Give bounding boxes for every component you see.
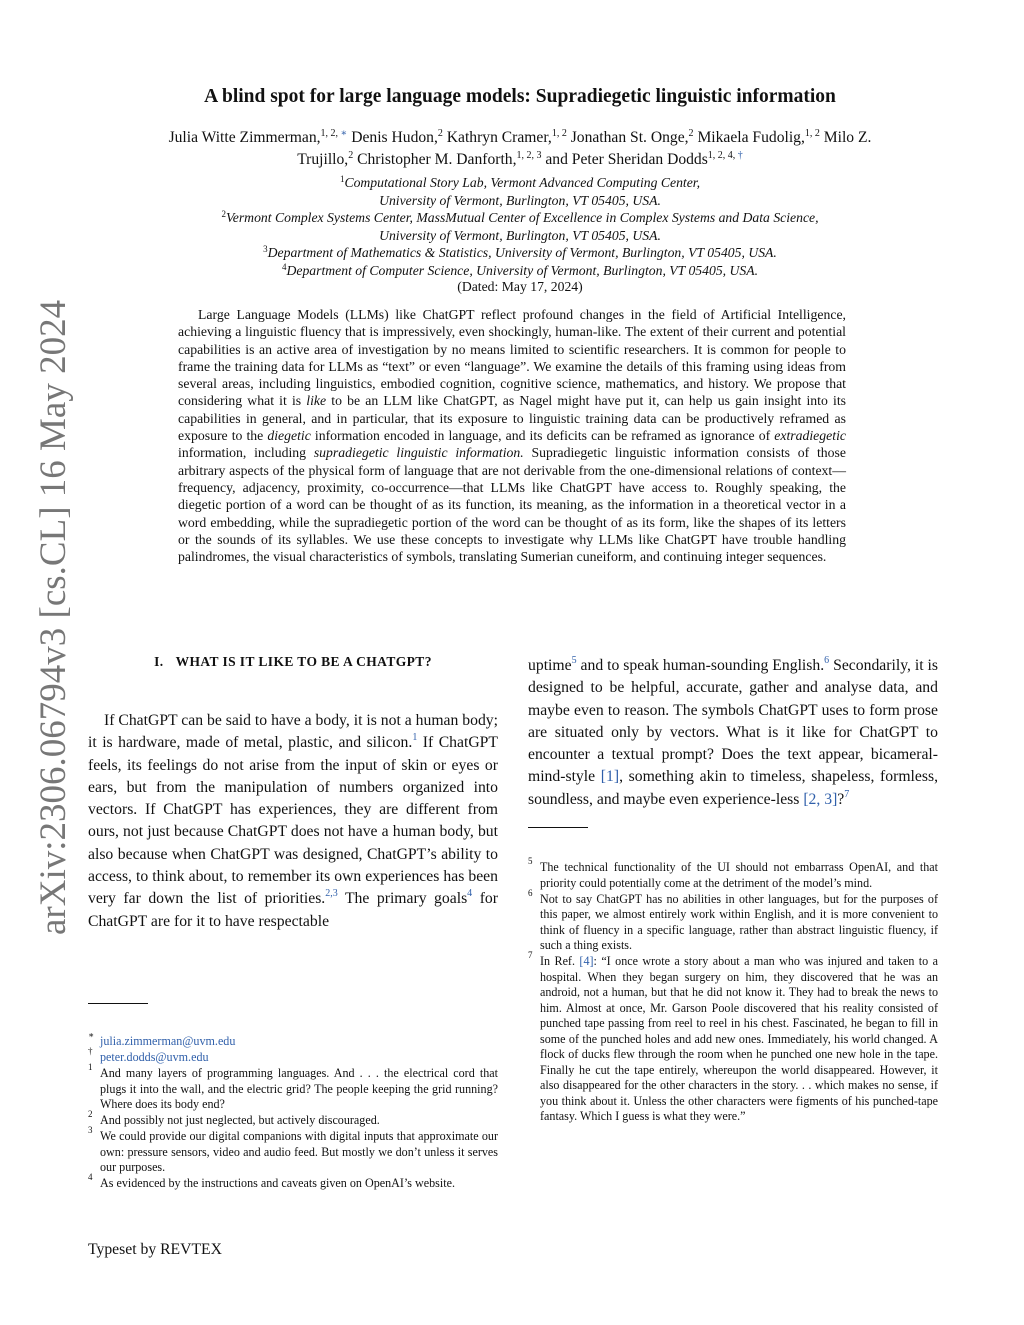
footnote: 3 We could provide our digital companions with digital inputs that approximate our own: pressure sensors, video and audio feed. But mostly we don’t unless it serves our purposes. xyxy=(88,1125,498,1174)
footnote-ref[interactable]: 2,3 xyxy=(325,888,338,900)
paper-title: A blind spot for large language models: Supradiegetic linguistic information xyxy=(204,86,836,107)
footnote-divider xyxy=(528,827,588,828)
body-text-right: uptime$^5$ and to speak human-sounding English.$^6$ Secondarily, it is designed to be helpful, accurate, gather and analyse data, and maybe even to reason. The symbols ChatGPT uses to form prose are situated only by vectors. What is it like for ChatGPT to encounter a textual prompt? Does the text appear, bicameral-mind-style [1], something akin to timeless, shapeless, formless, soundless, and maybe even experience-less [2, 3]?$^7$ xyxy=(528,655,939,808)
date-line: (Dated: May 17, 2024) xyxy=(457,279,583,294)
abstract: Large Language Models (LLMs) like ChatGPT reflect profound changes in the field of Artificial Intelligence, achieving a linguistic fluency that is impressively, even shockingly, human-like. The extent of their current and potential capabilities is an active area of investigation by no means limited to scientific researchers. It is common for people to frame the training data for LLMs as “text” or even “language”. We examine the details of this framing using ideas from several areas, including linguistics, embodied cognition, cognitive science, mathematics, and history. We propose that considering what it is like to be an LLM like ChatGPT, as Nagel might have put it, can help us gain insight into its capabilities in general, and in particular, that its exposure to linguistic training data can be productively reframed as exposure to the diegetic information encoded in language, and its deficits can be reframed as ignorance of extradiegetic information, including supradiegetic linguistic information. Supradiegetic linguistic information consists of those arbitrary aspects of the physical form of language that are not derivable from the one-dimensional relations of context—frequency, adjacency, proximity, co-occurrence—that LLMs like ChatGPT have access to. Roughly speaking, the diegetic portion of a word can be thought of as its function, its meaning, as the information in a theoretical vector in a word embedding, while the supradiegetic portion of the word can be thought of as its form, like the shapes of its letters or the sounds of its syllables. We use these concepts to investigate why LLMs like ChatGPT have trouble handling palindromes, the visual characteristics of symbols, translating Sumerian cuneiform, and continuing integer sequences. xyxy=(178,307,847,565)
citation-link[interactable]: [1] xyxy=(600,768,620,786)
citation-link[interactable]: [4] xyxy=(579,954,594,968)
footnote: 4 As evidenced by the instructions and caveats given on OpenAI’s website. xyxy=(88,1172,455,1190)
footnote: † peter.dodds@uvm.edu xyxy=(88,1046,209,1064)
author: Julia Witte Zimmerman,$^{1, 2,}$ ∗ xyxy=(168,128,348,146)
footnote-ref[interactable]: 7 xyxy=(844,788,850,800)
affiliation: $^2$Vermont Complex Systems Center, MassMutual Center of Excellence in Complex Systems and Data Science, University of Vermont, Burlington, VT 05405, USA. xyxy=(221,209,819,243)
author-list xyxy=(140,127,900,171)
footnote: 2 And possibly not just neglected, but actively discouraged. xyxy=(88,1109,380,1127)
author: Denis Hudon,$^2$ xyxy=(351,128,443,146)
footnote-ref[interactable]: 6 xyxy=(824,655,830,666)
author: Jonathan St. Onge,$^2$ xyxy=(570,128,694,146)
footnote: 7 In Ref. [4]: “I once wrote a story about a man who was injured and taken to a hospital. When they began surgery on him, they discovered that he was an android, not a human, but that he did not know it. They had to break the news to him. Almost at once, Mr. Garson Poole discovered that his reality consisted of punched tape passing from reel to reel in his chest. Fascinated, he began to fill in some of the punched holes and add new ones. Immediately, his world changed. A flock of ducks flew through the room when he punched one new hole in the tape. Finally he cut the tape entirely, whereupon the world disappeared. However, it also disappeared for the other characters in the story. . . which makes no sense, if you think about it. Unless the other characters were figments of his punched-tape fantasy. Which I guess is what they were.” xyxy=(528,950,938,1123)
typeset-note: Typeset by REVTEX xyxy=(88,1241,222,1258)
author: and Peter Sheridan Dodds$^{1, 2, 4,}$ † xyxy=(545,150,743,168)
arxiv-side-identifier: arXiv:2306.06794v3 [cs.CL] 16 May 2024 xyxy=(33,299,74,935)
footnote: 1 And many layers of programming languages. And . . . the electrical cord that plugs it into the wall, and the electric grid? The people keeping the grid running? Where does its body end? xyxy=(88,1062,498,1111)
footnote-ref[interactable]: 4 xyxy=(467,888,473,900)
footnotes-right xyxy=(528,856,938,1125)
citation-link[interactable]: [2, 3] xyxy=(803,790,838,808)
affiliation: $^1$Computational Story Lab, Vermont Advanced Computing Center, University of Vermont, Burlington, VT 05405, USA. xyxy=(339,174,701,208)
affiliation: $^3$Department of Mathematics & Statistics, University of Vermont, Burlington, VT 05405, USA. xyxy=(263,244,777,260)
affiliations xyxy=(110,174,930,279)
author: Christopher M. Danforth,$^{1, 2, 3}$ xyxy=(357,150,542,168)
author: Milo Z. Trujillo,$^2$ xyxy=(297,129,872,168)
footnote-ref[interactable]: 1 xyxy=(412,732,418,744)
footnotes-left xyxy=(88,1030,498,1192)
author: Kathryn Cramer,$^{1, 2}$ xyxy=(446,128,567,146)
footnote-divider xyxy=(88,1003,148,1004)
body-text-left: If ChatGPT can be said to have a body, it is not a human body; it is hardware, made of metal, plastic, and silicon.$^1$ If ChatGPT feels, its feelings do not arise from the input of skin or eyes or ears, but from the manipulation of numbers organized into vectors. If ChatGPT has experiences, they are different from ours, not just because ChatGPT does not have a human body, but also because when ChatGPT was designed, ChatGPT’s ability to access, to think about, to remember its own experiences has been very far down the list of priorities.$^{2,3}$ The primary goals$^4$ for ChatGPT are for it to have respectable xyxy=(88,712,498,930)
footnote: 6 Not to say ChatGPT has no abilities in other languages, but for the purposes of this paper, we almost entirely work within English, and it is more convenient to think of fluency in a specific language, rather than abstract linguistic fluency, if such a thing exists. xyxy=(528,887,938,952)
footnote-ref[interactable]: 5 xyxy=(571,655,577,666)
email-link[interactable]: peter.dodds@uvm.edu xyxy=(100,1050,209,1064)
footnote: 5 The technical functionality of the UI should not embarrass OpenAI, and that priority could potentially come at the detriment of the model’s mind. xyxy=(528,856,938,890)
section-heading: I. WHAT IS IT LIKE TO BE A CHATGPT? xyxy=(154,654,432,669)
footnote: ∗ julia.zimmerman@uvm.edu xyxy=(88,1030,236,1048)
email-link[interactable]: julia.zimmerman@uvm.edu xyxy=(100,1034,236,1048)
author: Mikaela Fudolig,$^{1, 2}$ xyxy=(697,128,820,146)
affiliation: $^4$Department of Computer Science, University of Vermont, Burlington, VT 05405, USA. xyxy=(281,261,759,278)
